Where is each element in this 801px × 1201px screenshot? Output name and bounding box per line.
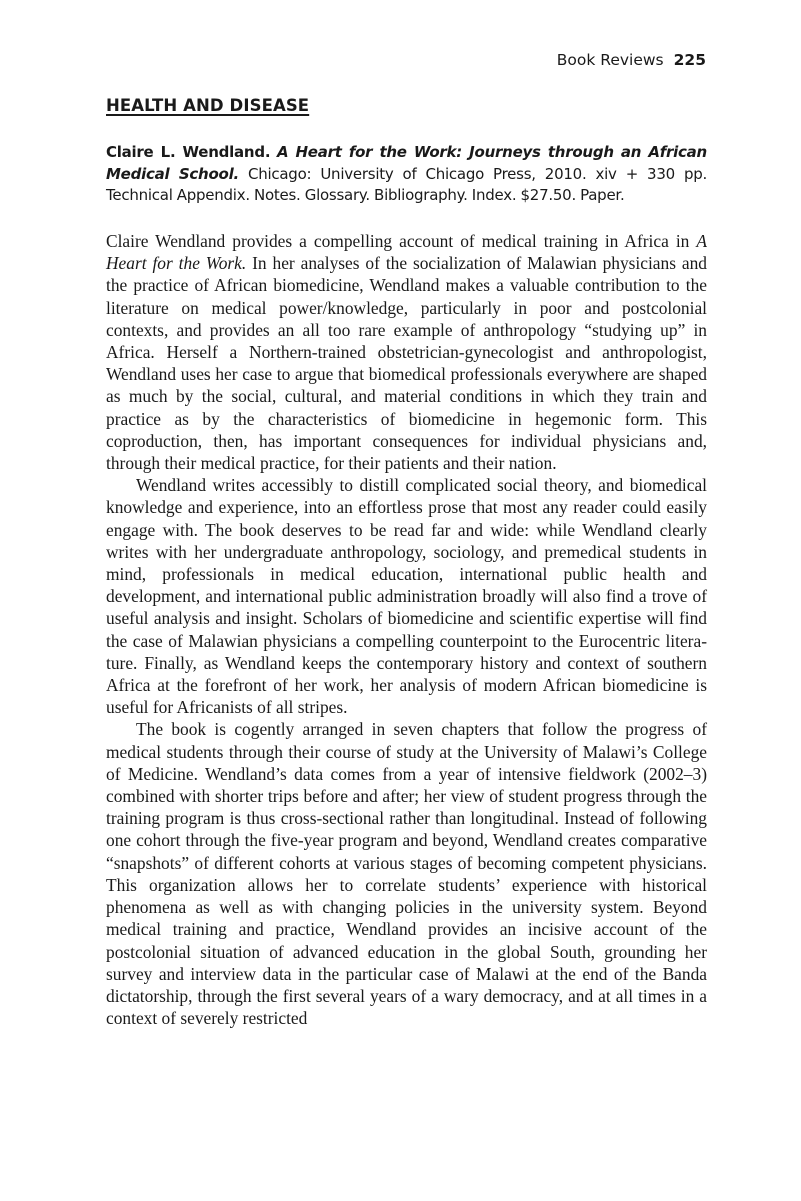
running-head bbox=[557, 50, 706, 70]
body-paragraph-3: The book is cogently arranged in seven chapters that follow the progress of medical students through their course of study at the University of Malawi’s College of Medicine. Wendland’s data comes from a year of intensive fieldwork (2002–3) combined with shorter trips before and after; her view of student progress through the training program is thus cross-sectional rather than longitudinal. Instead of following one cohort through the five-year program and beyond, Wendland creates comparative “snapshots” of different cohorts at various stages of becoming competent physicians. This organization allows her to correlate students’ experience with historical phenomena as well as with changing policies in the university system. Beyond medical training and practice, Wendland provides an incisive account of the postcolonial situation of advanced education in the global South, grounding her survey and interview data in the particular case of Malawi at the end of the Banda dictatorship, through the first several years of a wary democracy, and at all times in a context of severely restricted bbox=[106, 719, 707, 1029]
page-number: 225 bbox=[673, 51, 706, 69]
paragraph-1-book-title: A Heart for the Work. bbox=[106, 231, 707, 274]
review-author: Claire L. Wendland. bbox=[106, 143, 271, 161]
paragraph-1-text-b: In her analyses of the socialization of Malawian physicians and the practice of African biomedicine, Wendland makes a valuable contribution to the literature on medical power/knowledge, particularly in poor and postcolonial contexts, and provides an all too rare example of anthropology “studying up” in Africa. Herself a Northern-trained obstetrician-gynecologist and anthropologist, Wendland uses her case to argue that biomedical professionals everywhere are shaped as much by the social, cultural, and material conditions in which they train and practice as by the characteristics of biomedicine in hegemonic form. This coproduction, then, has important consequences for individual physicians and, through their medical practice, for their patients and their nation. bbox=[106, 253, 707, 474]
paragraph-1-text-a: Claire Wendland provides a compelling account of medical training in Africa in bbox=[106, 231, 697, 251]
publication-details: Chicago: University of Chicago Press, 2010. xiv + 330 pp. Technical Appendix. Notes. Glossary. Bibliography. Index. $27.50. Paper. bbox=[106, 164, 708, 205]
book-title: A Heart for the Work: Journeys through an African Medical School. bbox=[106, 143, 707, 183]
body-paragraph-1 bbox=[106, 230, 707, 474]
review-body bbox=[106, 230, 707, 1029]
body-paragraph-2: Wendland writes accessibly to distill complicated social theory, and biomedical knowledge and experience, into an effortless prose that most any reader could easily engage with. The book deserves to be read far and wide: while Wendland clearly writes with her undergraduate anthropology, sociology, and premedical students in mind, professionals in medical education, international public health and development, and international public administration broadly will also find a trove of useful analysis and insight. Scholars of biomedicine and scientific expertise will find the case of Malawian physicians a compelling counterpoint to the Eurocentric literature. Finally, as Wendland keeps the contemporary history and context of southern Africa at the forefront of her work, her analysis of modern African biomedicine is useful for Africanists of all stripes. bbox=[106, 475, 707, 718]
running-title: Book Reviews bbox=[556, 51, 664, 69]
review-citation bbox=[106, 142, 707, 207]
section-heading: HEALTH AND DISEASE bbox=[106, 96, 310, 115]
